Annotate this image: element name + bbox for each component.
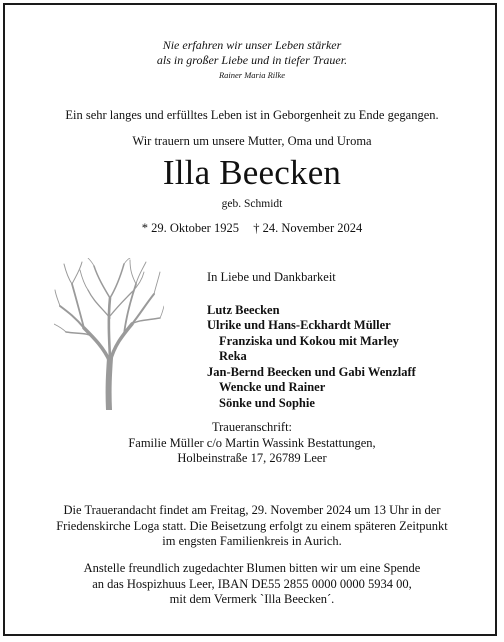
- poem: [0, 38, 504, 68]
- family-member: Franziska und Kokou mit Marley: [219, 333, 399, 348]
- service-block: [0, 503, 504, 550]
- donation-line-2: an das Hospizhuus Leer, IBAN DE55 2855 0000 0000 5934 00,: [92, 576, 412, 591]
- poem-line-2: als in großer Liebe und in tiefer Trauer.: [156, 53, 348, 67]
- family-member: Sönke und Sophie: [219, 395, 315, 410]
- family-member: Reka: [219, 349, 247, 363]
- donation-block: [0, 561, 504, 608]
- intro-line: Ein sehr langes und erfülltes Leben ist in Geborgenheit zu Ende gegangen.: [65, 108, 439, 122]
- donation-line-3: mit dem Vermerk `Illa Beecken´.: [169, 592, 335, 606]
- death-date: † 24. November 2024: [253, 221, 363, 235]
- birth-name: geb. Schmidt: [221, 198, 283, 210]
- family-section: [207, 270, 416, 411]
- address-block: [0, 420, 504, 467]
- family-member: Wencke und Rainer: [219, 380, 326, 394]
- deceased-name: Illa Beecken: [162, 153, 342, 192]
- family-member: Ulrike und Hans-Eckhardt Müller: [207, 318, 391, 332]
- poem-author: Rainer Maria Rilke: [218, 70, 286, 80]
- address-label: Traueranschrift:: [211, 420, 293, 434]
- service-line-3: im engsten Familienkreis in Aurich.: [162, 534, 342, 548]
- life-dates: [0, 221, 504, 237]
- poem-line-1: Nie erfahren wir unser Leben stärker: [162, 38, 342, 52]
- service-line-1: Die Trauerandacht findet am Freitag, 29. November 2024 um 13 Uhr in der: [63, 503, 441, 517]
- service-line-2: Friedenskirche Loga statt. Die Beisetzung erfolgt zu einem späteren Zeitpunkt: [56, 518, 448, 533]
- family-intro: In Liebe und Dankbarkeit: [207, 270, 336, 284]
- donation-line-1: Anstelle freundlich zugedachter Blumen bitten wir um eine Spende: [83, 561, 421, 575]
- family-member: Jan-Bernd Beecken und Gabi Wenzlaff: [207, 364, 416, 379]
- family-member: Lutz Beecken: [207, 302, 280, 317]
- mourning-line: Wir trauern um unsere Mutter, Oma und Uroma: [132, 134, 372, 148]
- address-line-1: Familie Müller c/o Martin Wassink Bestattungen,: [128, 435, 376, 450]
- bare-tree-icon: [54, 258, 164, 410]
- birth-date: * 29. Oktober 1925: [141, 221, 239, 235]
- address-line-2: Holbeinstraße 17, 26789 Leer: [177, 451, 327, 465]
